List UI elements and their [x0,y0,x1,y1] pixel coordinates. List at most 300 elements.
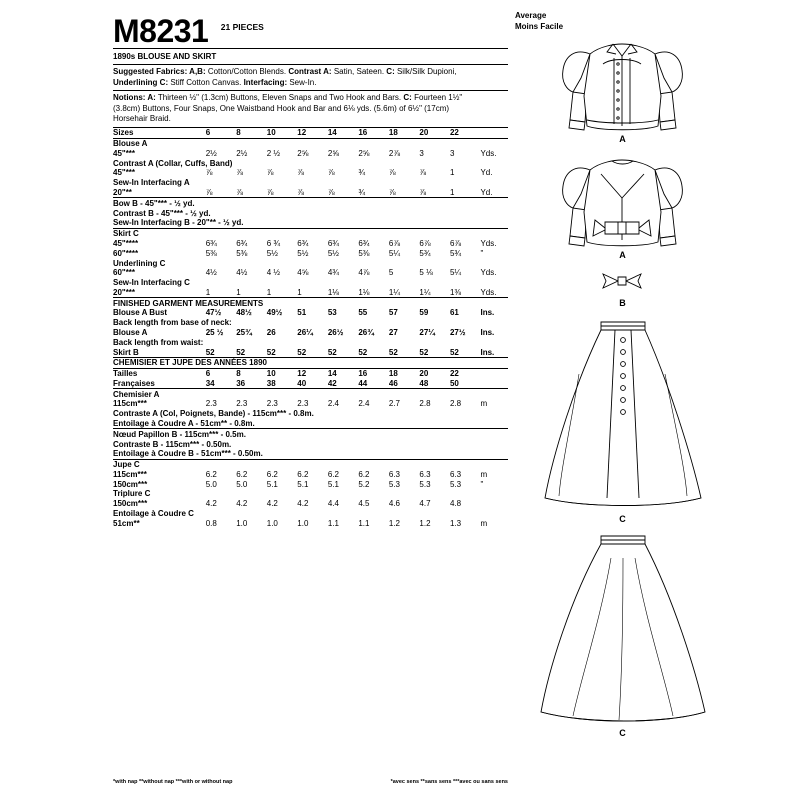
footnote [113,779,508,785]
interfacing-b-line [113,218,508,228]
cell: 5¾ [449,248,462,258]
cell: 5.1 [327,479,339,489]
cell: 5¼ [449,268,462,278]
row-label: Skirt B [113,347,139,357]
footnote-en: *with nap **without nap ***with or without nap [113,779,233,785]
size-cell: 48 [419,378,429,388]
contrast-a-text: Satin, Sateen. [331,67,387,76]
cell: 4.8 [449,499,462,509]
size-cell: 10 [267,368,298,378]
cell: 52 [388,347,398,357]
table-section-interfacing-a [113,178,508,188]
unit-cell: " [480,479,484,489]
cell: 52 [327,347,337,357]
table-row [113,470,508,480]
fabrics-text: Cotton/Cotton Blends. [205,67,289,76]
pieces-count: 21 PIECES [220,22,264,32]
cell: 6.3 [419,469,431,479]
cell: 53 [327,308,337,318]
cell: 52 [236,347,246,357]
size-cell: 6 [206,127,237,138]
unit-cell: Yd. [480,188,493,198]
size-cell: 38 [266,378,276,388]
cell: 52 [419,347,429,357]
row-label: Back length from waist: [113,337,204,347]
row-label: 20"** [113,188,132,198]
table-row [113,168,508,178]
cell: ⅞ [205,168,213,178]
cell: 4.7 [419,499,431,509]
cell: 1 [297,287,302,297]
table-section-triplure-c [113,489,508,499]
size-cell: 50 [449,378,459,388]
section-label: Underlining C [113,258,166,268]
size-cell: 12 [297,127,328,138]
cell: 2½ [205,148,217,158]
row-label: 60"*** [113,268,136,278]
row-label: 60"**** [113,248,139,258]
cell: 6¾ [327,238,339,248]
figure-bow [515,266,730,308]
cell: 5¾ [419,248,431,258]
cell: 1.1 [358,518,370,528]
cell: 1.1 [327,518,339,528]
cell: 6.2 [266,469,278,479]
cell: 0.8 [205,518,217,528]
cell: ⅞ [236,168,243,178]
figure-blouse-front [515,34,730,144]
cell: 5.3 [419,479,431,489]
table-row [113,337,508,347]
table-section-skirt-c [113,228,508,238]
bow-b-line [113,198,508,208]
cell: 2⅞ [388,148,400,158]
size-cell: 22 [450,368,481,378]
size-cell: 44 [358,378,368,388]
cell: 6⅞ [419,238,431,248]
cell: 55 [358,308,368,318]
cell: 1⅛ [358,287,370,297]
cell: 25 ½ [205,327,224,337]
cell: 25¾ [236,327,252,337]
unit-cell: Ins. [480,327,495,337]
table-section-jupe-c [113,459,508,469]
unit-cell: Yds. [480,287,497,297]
cell: 2.8 [449,399,462,409]
row-label: Blouse A [113,327,148,337]
table-row [113,518,508,528]
section-label: Skirt C [113,228,508,238]
difficulty-en: Average [515,11,547,20]
size-cell: 36 [236,378,246,388]
cell: 5.1 [266,479,278,489]
cell: 2.7 [388,399,400,409]
size-cell: 16 [358,127,389,138]
cell: 6⅞ [449,238,462,248]
cell: 2.3 [266,399,278,409]
size-cell: 18 [389,127,420,138]
pattern-number: M8231 [113,13,209,49]
size-cell: 40 [297,378,307,388]
size-cell: 20 [419,368,450,378]
cell: 2⅝ [327,148,339,158]
notions-text-a: Thirteen ½" (1.3cm) Buttons, Eleven Snaps and Two Hook and Bars. [155,93,404,103]
section-label: Sew-In Interfacing A [113,178,190,188]
size-cell: 46 [388,378,398,388]
row-label: 115cm*** [113,399,147,409]
cell: 1⅜ [449,287,462,297]
figure-blouse-back [515,150,730,260]
cell: ⅞ [327,188,335,198]
section-label: Contrast A (Collar, Cuffs, Band) [113,158,233,168]
cell: 1.2 [419,518,431,528]
cell: 26¾ [358,327,374,337]
cell: 52 [297,347,307,357]
cell: 26¼ [297,327,313,337]
unit-cell: " [480,248,484,258]
table-row [113,479,508,489]
section-label: CHEMISIER ET JUPE DES ANNÉES 1890 [113,357,508,368]
unit-cell: Yd. [480,168,493,178]
figure-letter: C [619,728,626,738]
cell: 1 [236,287,241,297]
row-label: 45"**** [113,238,139,248]
contraste-b-text: Contraste B - 115cm*** - 0.50m. [113,439,232,449]
unit-cell: m [480,518,488,528]
cell: 5⅜ [358,248,370,258]
cell: 52 [205,347,215,357]
row-label: 51cm** [113,518,140,528]
cell: 6¾ [236,238,248,248]
size-cell: 18 [389,368,420,378]
cell: ⅞ [419,188,427,198]
row-label: 45"*** [113,148,136,158]
cell: 2.4 [358,399,370,409]
cell: ⅞ [388,188,396,198]
cell: 5.3 [388,479,400,489]
section-label: Sew-In Interfacing C [113,278,190,288]
header-row [113,10,508,48]
table-row [113,347,508,357]
cell: 6¾ [358,238,370,248]
table-row [113,328,508,338]
info-column [113,10,508,528]
cell: 1.0 [297,518,309,528]
cell: ⅞ [327,168,335,178]
size-cell: 20 [419,127,450,138]
cell: 5.3 [449,479,462,489]
table-row [113,149,508,159]
unit-cell: m [480,399,488,409]
cell: 5½ [297,248,309,258]
cell: 5.0 [205,479,217,489]
underlining-label: Underlining C: [113,77,169,87]
cell: 6.2 [297,469,309,479]
cell: 6.2 [358,469,370,479]
cell: 2.3 [236,399,248,409]
table-row [113,287,508,297]
cell: 2½ [236,148,248,158]
cell: 6¾ [205,238,217,248]
cell: 5½ [327,248,339,258]
cell: 4.2 [205,499,217,509]
interfacing-b-text: Sew-In Interfacing B - 20"** - ½ yd. [113,218,244,228]
cell: 5.1 [297,479,309,489]
cell: ¾ [358,188,366,198]
section-label: FINISHED GARMENT MEASUREMENTS [113,298,508,308]
table-section-contrast-a [113,158,508,168]
cell: 4.5 [358,499,370,509]
cell: 2⅝ [297,148,309,158]
cell: 27¼ [419,327,435,337]
notions-text-c: Fourteen 1½" [411,93,463,103]
size-cell: 8 [236,127,267,138]
suggested-fabrics [113,65,508,90]
size-cell: 14 [328,127,359,138]
unit-cell: Yds. [480,238,497,248]
section-label: Triplure C [113,489,151,499]
contraste-a-line [113,409,508,419]
cell: 6 ¾ [266,238,281,248]
cell: 52 [449,347,459,357]
notions-line3: Horsehair Braid. [113,114,171,124]
fabrics-label: Suggested Fabrics: A,B: [113,67,206,76]
table-row-sizes [113,127,508,138]
cell: 61 [449,308,459,318]
row-label: Back length from base of neck: [113,318,232,328]
cell: 2⅝ [358,148,370,158]
interfacing-text: Sew-In. [287,77,317,87]
cell: ¾ [358,168,366,178]
unit-cell: Ins. [480,308,495,318]
cell: 6.2 [327,469,339,479]
difficulty-fr: Moins Facile [515,22,564,31]
row-label: Blouse A Bust [113,308,168,318]
cell: 2.3 [297,399,309,409]
row-label: 20"*** [113,287,136,297]
table-section-underlining-c [113,258,508,268]
cell: ⅞ [205,188,213,198]
pattern-title: 1890s BLOUSE AND SKIRT [113,52,217,61]
size-cell: 14 [328,368,359,378]
difficulty-block [515,10,730,32]
cell: 1 [266,287,272,297]
finished-measurements-heading [113,298,508,308]
unit-cell: m [480,469,488,479]
french-heading [113,357,508,368]
notions [113,91,508,127]
table-row [113,499,508,509]
contrast-b-text: Contrast B - 45"*** - ½ yd. [113,208,211,218]
cell: 4⅞ [358,268,370,278]
cell: 1.0 [236,518,248,528]
cell: 26½ [327,327,344,337]
table-row [113,318,508,328]
noeud-papillon-b-line [113,429,508,439]
size-cell: 10 [267,127,298,138]
cell: ⅞ [297,188,304,198]
cell: 2.3 [205,399,217,409]
notions-line2: (3.8cm) Buttons, Four Snaps, One Waistband Hook and Bar and 6⅛ yds. (5.6m) of 6½" (17cm) [113,103,450,113]
table-section-entoilage-c [113,509,508,519]
figure-letter: A [619,134,626,144]
table-row [113,399,508,409]
cell: 27 [388,327,398,337]
interfacing-label: Interfacing: [243,77,288,87]
cell: 5⅜ [205,248,217,258]
cell: 2.8 [419,399,431,409]
cell: 1 [449,168,455,178]
size-cell: 16 [358,368,389,378]
cell: 59 [419,308,429,318]
cell: 5¼ [388,248,400,258]
figure-skirt-front [515,314,730,524]
cell: 5⅜ [236,248,248,258]
cell: 47½ [205,308,222,318]
cell: ⅞ [419,168,427,178]
size-cell: 6 [206,368,237,378]
cell: 1.2 [388,518,400,528]
cell: 52 [358,347,368,357]
blouse-front-icon [515,34,730,134]
section-label: Chemisier A [113,389,508,399]
figure-letter: B [619,298,626,308]
blouse-back-icon [515,150,730,250]
cell: 4½ [236,268,248,278]
francaises-label: Françaises [113,378,155,388]
contrast-b-line [113,208,508,218]
cell: ⅞ [236,188,243,198]
size-cell: 22 [450,127,481,138]
cell: 6¾ [297,238,309,248]
figure-letter: A [619,250,626,260]
tailles-label: Tailles [113,368,206,378]
notions-c-label: C: [403,93,412,103]
table-row-tailles [113,368,508,378]
footnote-fr: *avec sens **sans sens ***avec ou sans sens [390,779,508,785]
table-row-francaises [113,379,508,389]
table-section-blouse-a [113,138,508,148]
section-label: Jupe C [113,459,508,469]
noeud-text: Nœud Papillon B - 115cm*** - 0.5m. [113,429,508,439]
table-section-chemisier-a [113,389,508,399]
unit-cell: Ins. [480,347,495,357]
bow-b-text: Bow B - 45"*** - ½ yd. [113,198,508,208]
cell: 49½ [266,308,283,318]
unit-cell [480,499,508,509]
contraste-b-line [113,439,508,449]
cell: 52 [266,347,276,357]
cell: 4.2 [266,499,278,509]
cell: 5.2 [358,479,370,489]
row-label: 45"*** [113,168,136,178]
size-cell: 42 [327,378,337,388]
underlining-text: Stiff Cotton Canvas. [168,77,244,87]
cell: 4.6 [388,499,400,509]
table-section-interfacing-c [113,278,508,288]
cell: 4.2 [236,499,248,509]
cell: ⅞ [388,168,396,178]
cell: 5 [388,268,394,278]
contraste-a-text: Contraste A (Col, Poignets, Bande) - 115cm*** - 0.8m. [113,409,314,419]
cell: 6.3 [388,469,400,479]
figure-letter: C [619,514,626,524]
cell: 3 [449,148,455,158]
size-cell: 34 [205,378,215,388]
table-row [113,308,508,318]
entoilage-a-line [113,419,508,429]
cell: 6⅞ [388,238,400,248]
row-label: 150cm*** [113,499,148,509]
cell: ⅞ [266,168,274,178]
cell: 1⅛ [327,287,339,297]
cell: 5 ⅛ [419,268,433,278]
table-row [113,268,508,278]
cell: 4 ½ [266,268,281,278]
cell: 6.3 [449,469,462,479]
illustrations-column [515,10,730,738]
row-label: 115cm*** [113,469,147,479]
bow-tie-icon [515,266,730,298]
cell: ⅞ [297,168,304,178]
skirt-front-icon [515,314,730,514]
section-label: Blouse A [113,138,508,148]
size-cell: 8 [236,368,267,378]
entoilage-b-text: Entoilage à Coudre B - 51cm*** - 0.50m. [113,449,263,459]
cell: 27½ [449,327,466,337]
contrast-a-label: Contrast A: [288,67,332,76]
cell: 1¼ [419,287,431,297]
size-cell: 12 [297,368,328,378]
cell: 51 [297,308,307,318]
cell: 4¾ [327,268,339,278]
cell: 4.4 [327,499,339,509]
c-label: C: [386,67,395,76]
cell: ⅞ [266,188,274,198]
cell: 1 [205,287,211,297]
table-row [113,248,508,258]
cell: 4⅝ [297,268,309,278]
unit-cell: Yds. [480,148,497,158]
cell: 1.0 [266,518,278,528]
cell: 4.2 [297,499,309,509]
cell: 5½ [266,248,278,258]
cell: 1.3 [449,518,462,528]
section-label: Entoilage à Coudre C [113,509,194,519]
skirt-back-icon [515,528,730,728]
yardage-table-en [113,127,508,528]
sizes-label: Sizes [113,127,206,138]
c-text: Silk/Silk Dupioni, [394,67,457,76]
unit-cell: Yds. [480,268,497,278]
cell: 2.4 [327,399,339,409]
cell: 48½ [236,308,252,318]
notions-label: Notions: A: [113,93,156,103]
table-row [113,239,508,249]
cell: 26 [266,327,276,337]
cell: 57 [388,308,398,318]
entoilage-b-line [113,449,508,459]
cell: 1 [449,188,455,198]
figure-skirt-back [515,528,730,738]
cell: 2 ½ [266,148,281,158]
cell: 6.2 [236,469,248,479]
cell: 6.2 [205,469,217,479]
cell: 1¼ [388,287,400,297]
row-label: 150cm*** [113,479,148,489]
table-row [113,188,508,198]
cell: 4½ [205,268,217,278]
